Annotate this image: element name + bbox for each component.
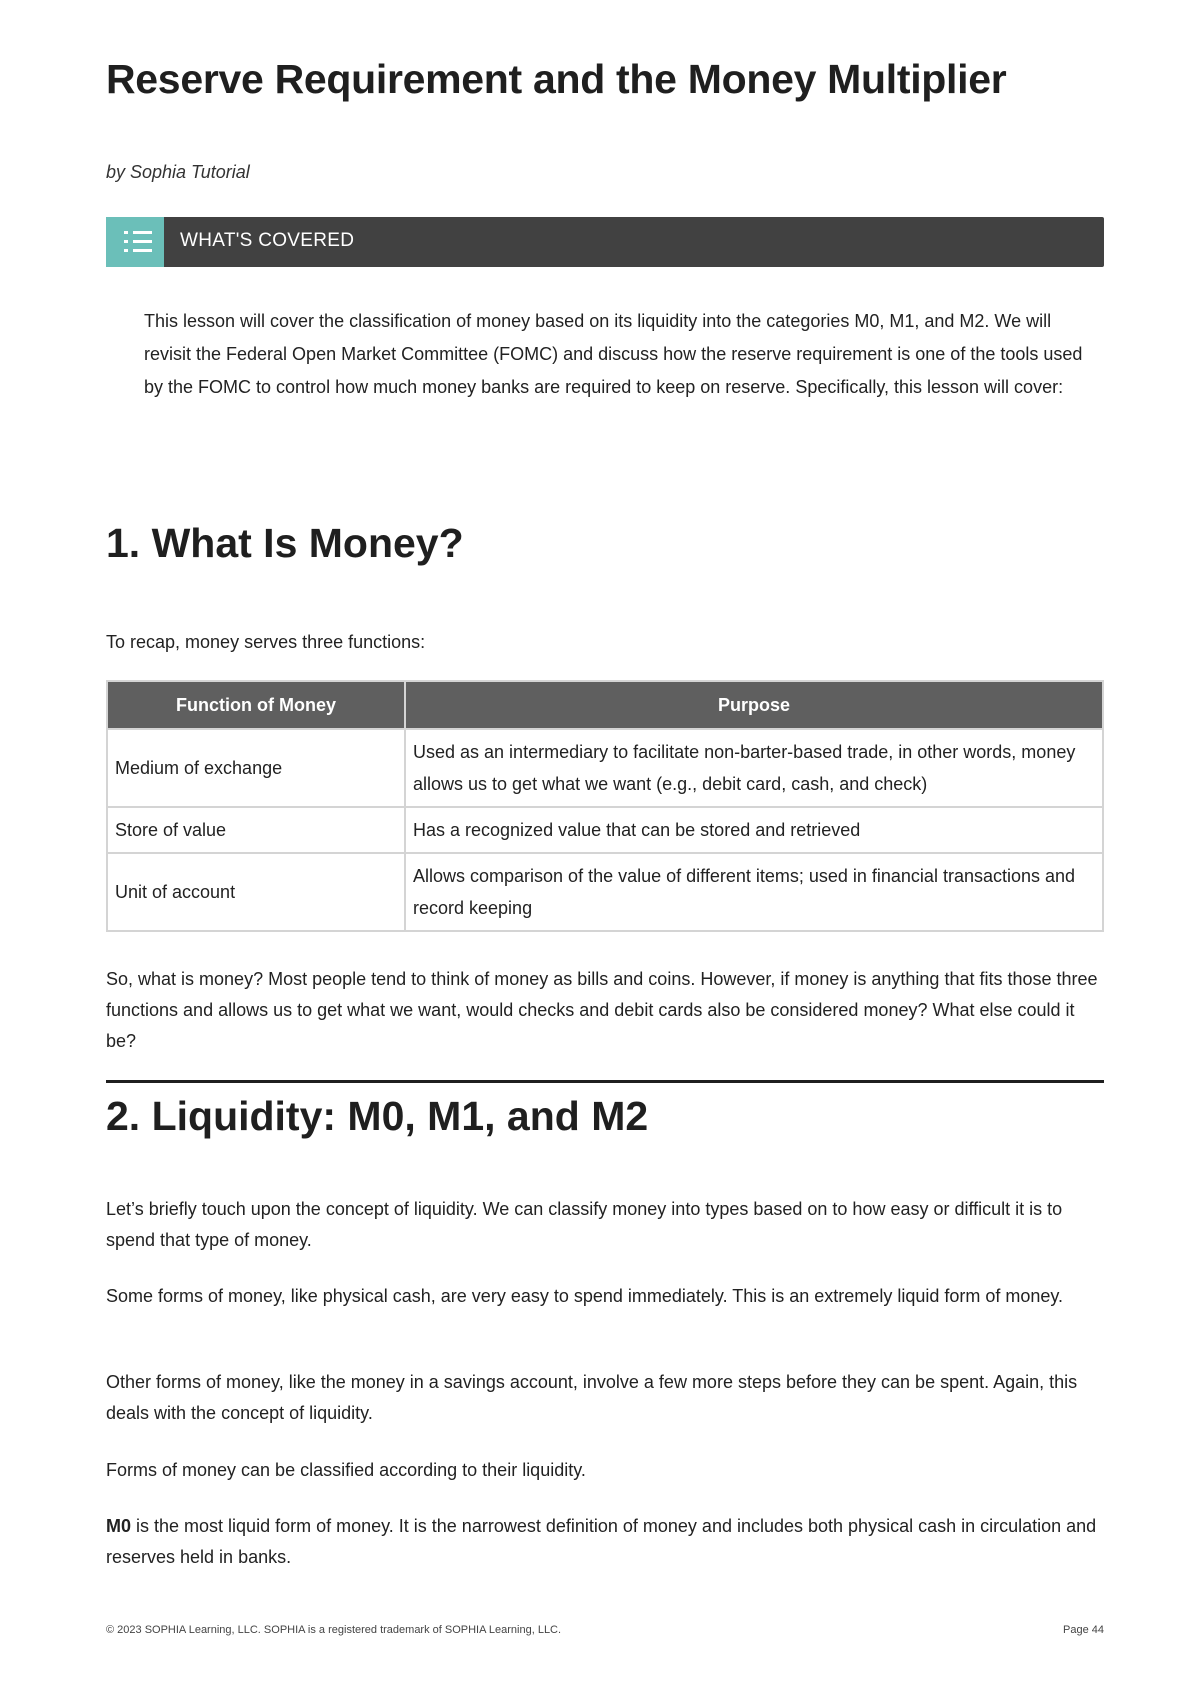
table-cell: Allows comparison of the value of different items; used in financial transactions and record keeping <box>405 853 1103 931</box>
column-header: Purpose <box>405 681 1103 729</box>
list-icon <box>106 217 164 267</box>
whats-covered-bar <box>106 217 1104 267</box>
functions-table <box>106 680 1104 932</box>
page-title: Reserve Requirement and the Money Multiplier <box>106 56 1007 102</box>
table-header-row <box>107 681 1103 729</box>
byline: by Sophia Tutorial <box>106 162 250 182</box>
page-number: Page 44 <box>1063 1624 1104 1636</box>
table-cell: Used as an intermediary to facilitate non-barter-based trade, in other words, money allows us to get what we want (e.g., debit card, cash, and check) <box>405 729 1103 807</box>
table-cell: Medium of exchange <box>107 729 405 807</box>
m0-definition: is the most liquid form of money. It is the narrowest definition of money and includes both physical cash in circulation and reserves held in banks. <box>106 1516 1097 1567</box>
what-is-money-paragraph: So, what is money? Most people tend to think of money as bills and coins. However, if money is anything that fits those three functions and allows us to get what we want, would checks and debit cards also be considered money? What else could it be? <box>106 969 1098 1051</box>
table-row <box>107 729 1103 807</box>
page-footer <box>106 1624 1104 1636</box>
table-row <box>107 853 1103 931</box>
section-divider <box>106 1080 1104 1083</box>
column-header: Function of Money <box>107 681 405 729</box>
table-cell: Has a recognized value that can be stored and retrieved <box>405 807 1103 853</box>
table-row <box>107 807 1103 853</box>
copyright-text: © 2023 SOPHIA Learning, LLC. SOPHIA is a registered trademark of SOPHIA Learning, LLC. <box>106 1624 562 1636</box>
recap-paragraph: To recap, money serves three functions: <box>106 632 426 652</box>
whats-covered-label: WHAT'S COVERED <box>180 230 355 251</box>
m0-paragraph <box>106 1511 1104 1573</box>
m0-term: M0 <box>106 1516 132 1536</box>
section-heading-what-is-money: 1. What Is Money? <box>106 520 464 566</box>
liquidity-paragraph-3: Other forms of money, like the money in a savings account, involve a few more steps before they can be spent. Again, this deals with the concept of liquidity. <box>106 1372 1078 1423</box>
whats-covered-text: This lesson will cover the classification of money based on its liquidity into the categories M0, M1, and M2. We will revisit the Federal Open Market Committee (FOMC) and discuss how the reserve requirement is one of the tools used by the FOMC to control how much money banks are required to keep on reserve. Specifically, this lesson will cover: <box>144 311 1083 397</box>
table-cell: Unit of account <box>107 853 405 931</box>
liquidity-paragraph-2: Some forms of money, like physical cash, are very easy to spend immediately. This is an extremely liquid form of money. <box>106 1286 1064 1306</box>
liquidity-paragraph-1: Let’s briefly touch upon the concept of liquidity. We can classify money into types based on to how easy or difficult it is to spend that type of money. <box>106 1199 1063 1250</box>
table-cell: Store of value <box>107 807 405 853</box>
section-heading-liquidity: 2. Liquidity: M0, M1, and M2 <box>106 1093 649 1139</box>
liquidity-paragraph-4: Forms of money can be classified according to their liquidity. <box>106 1460 586 1480</box>
